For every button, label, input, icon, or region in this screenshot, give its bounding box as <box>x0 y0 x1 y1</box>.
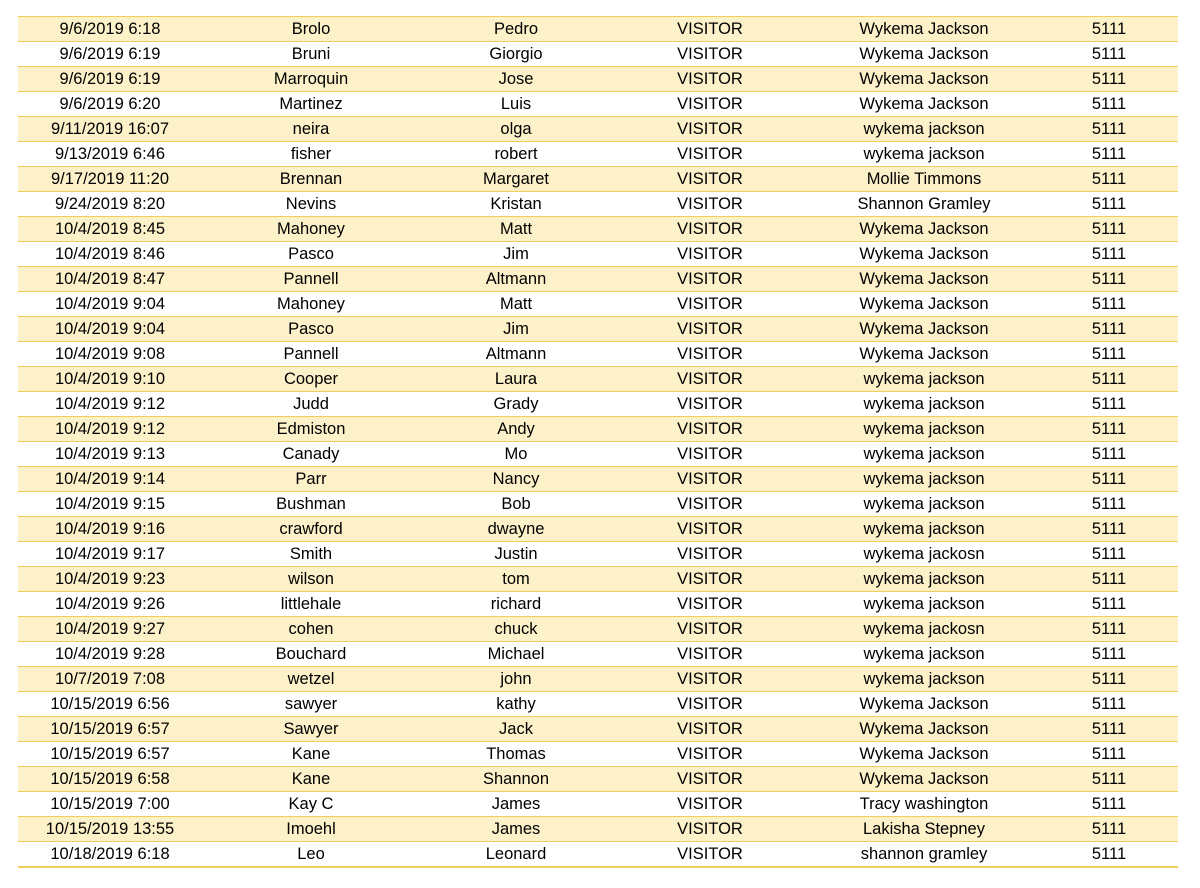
cell-first-name: Luis <box>420 92 612 117</box>
cell-code: 5111 <box>1040 242 1178 267</box>
cell-first-name: kathy <box>420 692 612 717</box>
cell-code: 5111 <box>1040 592 1178 617</box>
cell-host-name: Wykema Jackson <box>808 42 1040 67</box>
table-row <box>18 117 1178 142</box>
cell-code: 5111 <box>1040 217 1178 242</box>
cell-visitor-type: VISITOR <box>612 117 808 142</box>
cell-code: 5111 <box>1040 517 1178 542</box>
cell-last-name: Imoehl <box>202 817 420 842</box>
cell-last-name: Kane <box>202 742 420 767</box>
cell-last-name: Bruni <box>202 42 420 67</box>
cell-code: 5111 <box>1040 317 1178 342</box>
cell-code: 5111 <box>1040 117 1178 142</box>
cell-datetime: 10/4/2019 9:28 <box>18 642 202 667</box>
table-row <box>18 467 1178 492</box>
cell-visitor-type: VISITOR <box>612 367 808 392</box>
table-row <box>18 192 1178 217</box>
cell-code: 5111 <box>1040 67 1178 92</box>
table-row <box>18 492 1178 517</box>
cell-host-name: Wykema Jackson <box>808 67 1040 92</box>
cell-host-name: wykema jackson <box>808 117 1040 142</box>
cell-first-name: chuck <box>420 617 612 642</box>
cell-last-name: Sawyer <box>202 717 420 742</box>
cell-last-name: wilson <box>202 567 420 592</box>
table-row <box>18 842 1178 868</box>
cell-host-name: Wykema Jackson <box>808 92 1040 117</box>
cell-first-name: olga <box>420 117 612 142</box>
cell-last-name: Kane <box>202 767 420 792</box>
cell-code: 5111 <box>1040 617 1178 642</box>
cell-datetime: 10/4/2019 9:17 <box>18 542 202 567</box>
cell-code: 5111 <box>1040 767 1178 792</box>
cell-datetime: 9/13/2019 6:46 <box>18 142 202 167</box>
cell-first-name: Pedro <box>420 17 612 42</box>
cell-visitor-type: VISITOR <box>612 567 808 592</box>
cell-visitor-type: VISITOR <box>612 842 808 868</box>
cell-visitor-type: VISITOR <box>612 317 808 342</box>
cell-last-name: Edmiston <box>202 417 420 442</box>
cell-visitor-type: VISITOR <box>612 642 808 667</box>
cell-datetime: 9/11/2019 16:07 <box>18 117 202 142</box>
cell-host-name: Wykema Jackson <box>808 267 1040 292</box>
cell-visitor-type: VISITOR <box>612 817 808 842</box>
cell-visitor-type: VISITOR <box>612 442 808 467</box>
cell-datetime: 10/4/2019 9:08 <box>18 342 202 367</box>
cell-datetime: 10/4/2019 9:12 <box>18 417 202 442</box>
cell-last-name: Pasco <box>202 242 420 267</box>
cell-last-name: Pasco <box>202 317 420 342</box>
cell-datetime: 10/4/2019 9:15 <box>18 492 202 517</box>
cell-visitor-type: VISITOR <box>612 792 808 817</box>
cell-host-name: wykema jackson <box>808 392 1040 417</box>
cell-visitor-type: VISITOR <box>612 392 808 417</box>
cell-visitor-type: VISITOR <box>612 242 808 267</box>
cell-code: 5111 <box>1040 267 1178 292</box>
table-row <box>18 167 1178 192</box>
cell-code: 5111 <box>1040 192 1178 217</box>
cell-host-name: Wykema Jackson <box>808 17 1040 42</box>
cell-code: 5111 <box>1040 17 1178 42</box>
cell-datetime: 10/4/2019 9:10 <box>18 367 202 392</box>
cell-last-name: wetzel <box>202 667 420 692</box>
cell-first-name: Grady <box>420 392 612 417</box>
cell-host-name: wykema jackosn <box>808 617 1040 642</box>
cell-host-name: shannon gramley <box>808 842 1040 868</box>
cell-visitor-type: VISITOR <box>612 292 808 317</box>
cell-datetime: 10/18/2019 6:18 <box>18 842 202 868</box>
cell-first-name: Laura <box>420 367 612 392</box>
cell-visitor-type: VISITOR <box>612 267 808 292</box>
cell-first-name: Bob <box>420 492 612 517</box>
cell-last-name: fisher <box>202 142 420 167</box>
table-row <box>18 317 1178 342</box>
cell-host-name: Wykema Jackson <box>808 242 1040 267</box>
cell-first-name: Jack <box>420 717 612 742</box>
cell-visitor-type: VISITOR <box>612 617 808 642</box>
cell-visitor-type: VISITOR <box>612 42 808 67</box>
cell-datetime: 10/4/2019 9:04 <box>18 317 202 342</box>
cell-last-name: Canady <box>202 442 420 467</box>
cell-visitor-type: VISITOR <box>612 417 808 442</box>
cell-first-name: Mo <box>420 442 612 467</box>
cell-code: 5111 <box>1040 792 1178 817</box>
cell-host-name: Wykema Jackson <box>808 292 1040 317</box>
cell-code: 5111 <box>1040 392 1178 417</box>
cell-first-name: Matt <box>420 292 612 317</box>
cell-last-name: crawford <box>202 517 420 542</box>
table-row <box>18 17 1178 42</box>
cell-first-name: James <box>420 817 612 842</box>
cell-datetime: 10/4/2019 9:26 <box>18 592 202 617</box>
table-row <box>18 517 1178 542</box>
cell-last-name: Parr <box>202 467 420 492</box>
table-row <box>18 242 1178 267</box>
cell-last-name: Brennan <box>202 167 420 192</box>
cell-last-name: Brolo <box>202 17 420 42</box>
cell-code: 5111 <box>1040 292 1178 317</box>
cell-last-name: Kay C <box>202 792 420 817</box>
cell-last-name: Mahoney <box>202 292 420 317</box>
cell-datetime: 10/15/2019 7:00 <box>18 792 202 817</box>
table-row <box>18 617 1178 642</box>
cell-host-name: wykema jackson <box>808 142 1040 167</box>
cell-last-name: Pannell <box>202 342 420 367</box>
cell-code: 5111 <box>1040 717 1178 742</box>
table-row <box>18 767 1178 792</box>
cell-code: 5111 <box>1040 492 1178 517</box>
cell-datetime: 10/4/2019 9:16 <box>18 517 202 542</box>
cell-datetime: 9/17/2019 11:20 <box>18 167 202 192</box>
cell-datetime: 10/15/2019 6:57 <box>18 717 202 742</box>
cell-visitor-type: VISITOR <box>612 767 808 792</box>
cell-code: 5111 <box>1040 467 1178 492</box>
cell-last-name: neira <box>202 117 420 142</box>
table-row <box>18 792 1178 817</box>
cell-first-name: Andy <box>420 417 612 442</box>
cell-visitor-type: VISITOR <box>612 92 808 117</box>
cell-host-name: Wykema Jackson <box>808 742 1040 767</box>
cell-visitor-type: VISITOR <box>612 517 808 542</box>
cell-host-name: wykema jackson <box>808 492 1040 517</box>
cell-host-name: wykema jackson <box>808 517 1040 542</box>
table-row <box>18 717 1178 742</box>
cell-visitor-type: VISITOR <box>612 17 808 42</box>
cell-first-name: Altmann <box>420 267 612 292</box>
cell-datetime: 10/4/2019 9:23 <box>18 567 202 592</box>
table-row <box>18 692 1178 717</box>
cell-visitor-type: VISITOR <box>612 192 808 217</box>
cell-code: 5111 <box>1040 342 1178 367</box>
cell-datetime: 10/4/2019 9:14 <box>18 467 202 492</box>
cell-datetime: 9/6/2019 6:19 <box>18 67 202 92</box>
cell-first-name: Jose <box>420 67 612 92</box>
table-row <box>18 392 1178 417</box>
cell-datetime: 10/15/2019 6:58 <box>18 767 202 792</box>
cell-host-name: wykema jackson <box>808 592 1040 617</box>
cell-first-name: Margaret <box>420 167 612 192</box>
cell-host-name: Wykema Jackson <box>808 767 1040 792</box>
cell-last-name: Judd <box>202 392 420 417</box>
cell-visitor-type: VISITOR <box>612 492 808 517</box>
cell-first-name: Altmann <box>420 342 612 367</box>
cell-visitor-type: VISITOR <box>612 717 808 742</box>
cell-last-name: Nevins <box>202 192 420 217</box>
cell-first-name: Nancy <box>420 467 612 492</box>
table-row <box>18 292 1178 317</box>
cell-datetime: 10/4/2019 8:47 <box>18 267 202 292</box>
cell-code: 5111 <box>1040 842 1178 868</box>
table-row <box>18 342 1178 367</box>
cell-host-name: wykema jackson <box>808 642 1040 667</box>
cell-visitor-type: VISITOR <box>612 142 808 167</box>
cell-datetime: 10/4/2019 8:46 <box>18 242 202 267</box>
cell-datetime: 9/24/2019 8:20 <box>18 192 202 217</box>
cell-code: 5111 <box>1040 567 1178 592</box>
cell-host-name: wykema jackson <box>808 667 1040 692</box>
cell-last-name: Mahoney <box>202 217 420 242</box>
table-row <box>18 367 1178 392</box>
cell-code: 5111 <box>1040 167 1178 192</box>
cell-first-name: dwayne <box>420 517 612 542</box>
cell-last-name: Bouchard <box>202 642 420 667</box>
cell-host-name: wykema jackson <box>808 442 1040 467</box>
cell-last-name: sawyer <box>202 692 420 717</box>
table-row <box>18 667 1178 692</box>
cell-datetime: 10/7/2019 7:08 <box>18 667 202 692</box>
cell-last-name: littlehale <box>202 592 420 617</box>
cell-datetime: 10/15/2019 13:55 <box>18 817 202 842</box>
cell-first-name: Jim <box>420 242 612 267</box>
cell-datetime: 10/15/2019 6:57 <box>18 742 202 767</box>
cell-code: 5111 <box>1040 692 1178 717</box>
cell-datetime: 10/4/2019 8:45 <box>18 217 202 242</box>
cell-last-name: Cooper <box>202 367 420 392</box>
table-row <box>18 442 1178 467</box>
cell-host-name: Lakisha Stepney <box>808 817 1040 842</box>
cell-first-name: James <box>420 792 612 817</box>
cell-code: 5111 <box>1040 142 1178 167</box>
cell-first-name: richard <box>420 592 612 617</box>
visitor-log-table <box>18 16 1178 868</box>
cell-first-name: Kristan <box>420 192 612 217</box>
cell-visitor-type: VISITOR <box>612 167 808 192</box>
cell-host-name: Wykema Jackson <box>808 717 1040 742</box>
cell-visitor-type: VISITOR <box>612 742 808 767</box>
cell-first-name: robert <box>420 142 612 167</box>
cell-code: 5111 <box>1040 92 1178 117</box>
cell-datetime: 9/6/2019 6:18 <box>18 17 202 42</box>
table-row <box>18 417 1178 442</box>
table-row <box>18 642 1178 667</box>
cell-code: 5111 <box>1040 417 1178 442</box>
cell-first-name: Giorgio <box>420 42 612 67</box>
cell-host-name: Shannon Gramley <box>808 192 1040 217</box>
cell-code: 5111 <box>1040 642 1178 667</box>
cell-last-name: Pannell <box>202 267 420 292</box>
cell-host-name: Wykema Jackson <box>808 317 1040 342</box>
cell-last-name: cohen <box>202 617 420 642</box>
cell-last-name: Smith <box>202 542 420 567</box>
cell-visitor-type: VISITOR <box>612 667 808 692</box>
cell-datetime: 9/6/2019 6:19 <box>18 42 202 67</box>
cell-host-name: Mollie Timmons <box>808 167 1040 192</box>
cell-host-name: Tracy washington <box>808 792 1040 817</box>
cell-last-name: Leo <box>202 842 420 868</box>
cell-first-name: Leonard <box>420 842 612 868</box>
cell-visitor-type: VISITOR <box>612 217 808 242</box>
cell-host-name: wykema jackson <box>808 567 1040 592</box>
cell-first-name: Thomas <box>420 742 612 767</box>
cell-host-name: wykema jackson <box>808 367 1040 392</box>
cell-last-name: Marroquin <box>202 67 420 92</box>
cell-first-name: Justin <box>420 542 612 567</box>
cell-first-name: tom <box>420 567 612 592</box>
cell-visitor-type: VISITOR <box>612 692 808 717</box>
cell-visitor-type: VISITOR <box>612 542 808 567</box>
table-row <box>18 817 1178 842</box>
cell-first-name: john <box>420 667 612 692</box>
table-row <box>18 142 1178 167</box>
cell-code: 5111 <box>1040 367 1178 392</box>
cell-first-name: Jim <box>420 317 612 342</box>
cell-code: 5111 <box>1040 817 1178 842</box>
table-row <box>18 542 1178 567</box>
cell-visitor-type: VISITOR <box>612 67 808 92</box>
cell-host-name: wykema jackson <box>808 467 1040 492</box>
cell-visitor-type: VISITOR <box>612 592 808 617</box>
cell-last-name: Bushman <box>202 492 420 517</box>
cell-code: 5111 <box>1040 742 1178 767</box>
cell-visitor-type: VISITOR <box>612 467 808 492</box>
cell-datetime: 9/6/2019 6:20 <box>18 92 202 117</box>
cell-datetime: 10/15/2019 6:56 <box>18 692 202 717</box>
cell-host-name: Wykema Jackson <box>808 342 1040 367</box>
cell-code: 5111 <box>1040 542 1178 567</box>
table-row <box>18 67 1178 92</box>
table-row <box>18 92 1178 117</box>
cell-first-name: Shannon <box>420 767 612 792</box>
cell-code: 5111 <box>1040 667 1178 692</box>
cell-host-name: Wykema Jackson <box>808 692 1040 717</box>
cell-visitor-type: VISITOR <box>612 342 808 367</box>
table-row <box>18 42 1178 67</box>
cell-datetime: 10/4/2019 9:13 <box>18 442 202 467</box>
cell-host-name: wykema jackson <box>808 417 1040 442</box>
cell-last-name: Martinez <box>202 92 420 117</box>
table-row <box>18 267 1178 292</box>
cell-code: 5111 <box>1040 442 1178 467</box>
cell-datetime: 10/4/2019 9:12 <box>18 392 202 417</box>
cell-code: 5111 <box>1040 42 1178 67</box>
table-row <box>18 567 1178 592</box>
cell-first-name: Matt <box>420 217 612 242</box>
cell-host-name: wykema jackosn <box>808 542 1040 567</box>
visitor-log-body <box>18 17 1178 868</box>
table-row <box>18 217 1178 242</box>
cell-datetime: 10/4/2019 9:04 <box>18 292 202 317</box>
cell-datetime: 10/4/2019 9:27 <box>18 617 202 642</box>
table-row <box>18 592 1178 617</box>
cell-host-name: Wykema Jackson <box>808 217 1040 242</box>
table-row <box>18 742 1178 767</box>
cell-first-name: Michael <box>420 642 612 667</box>
